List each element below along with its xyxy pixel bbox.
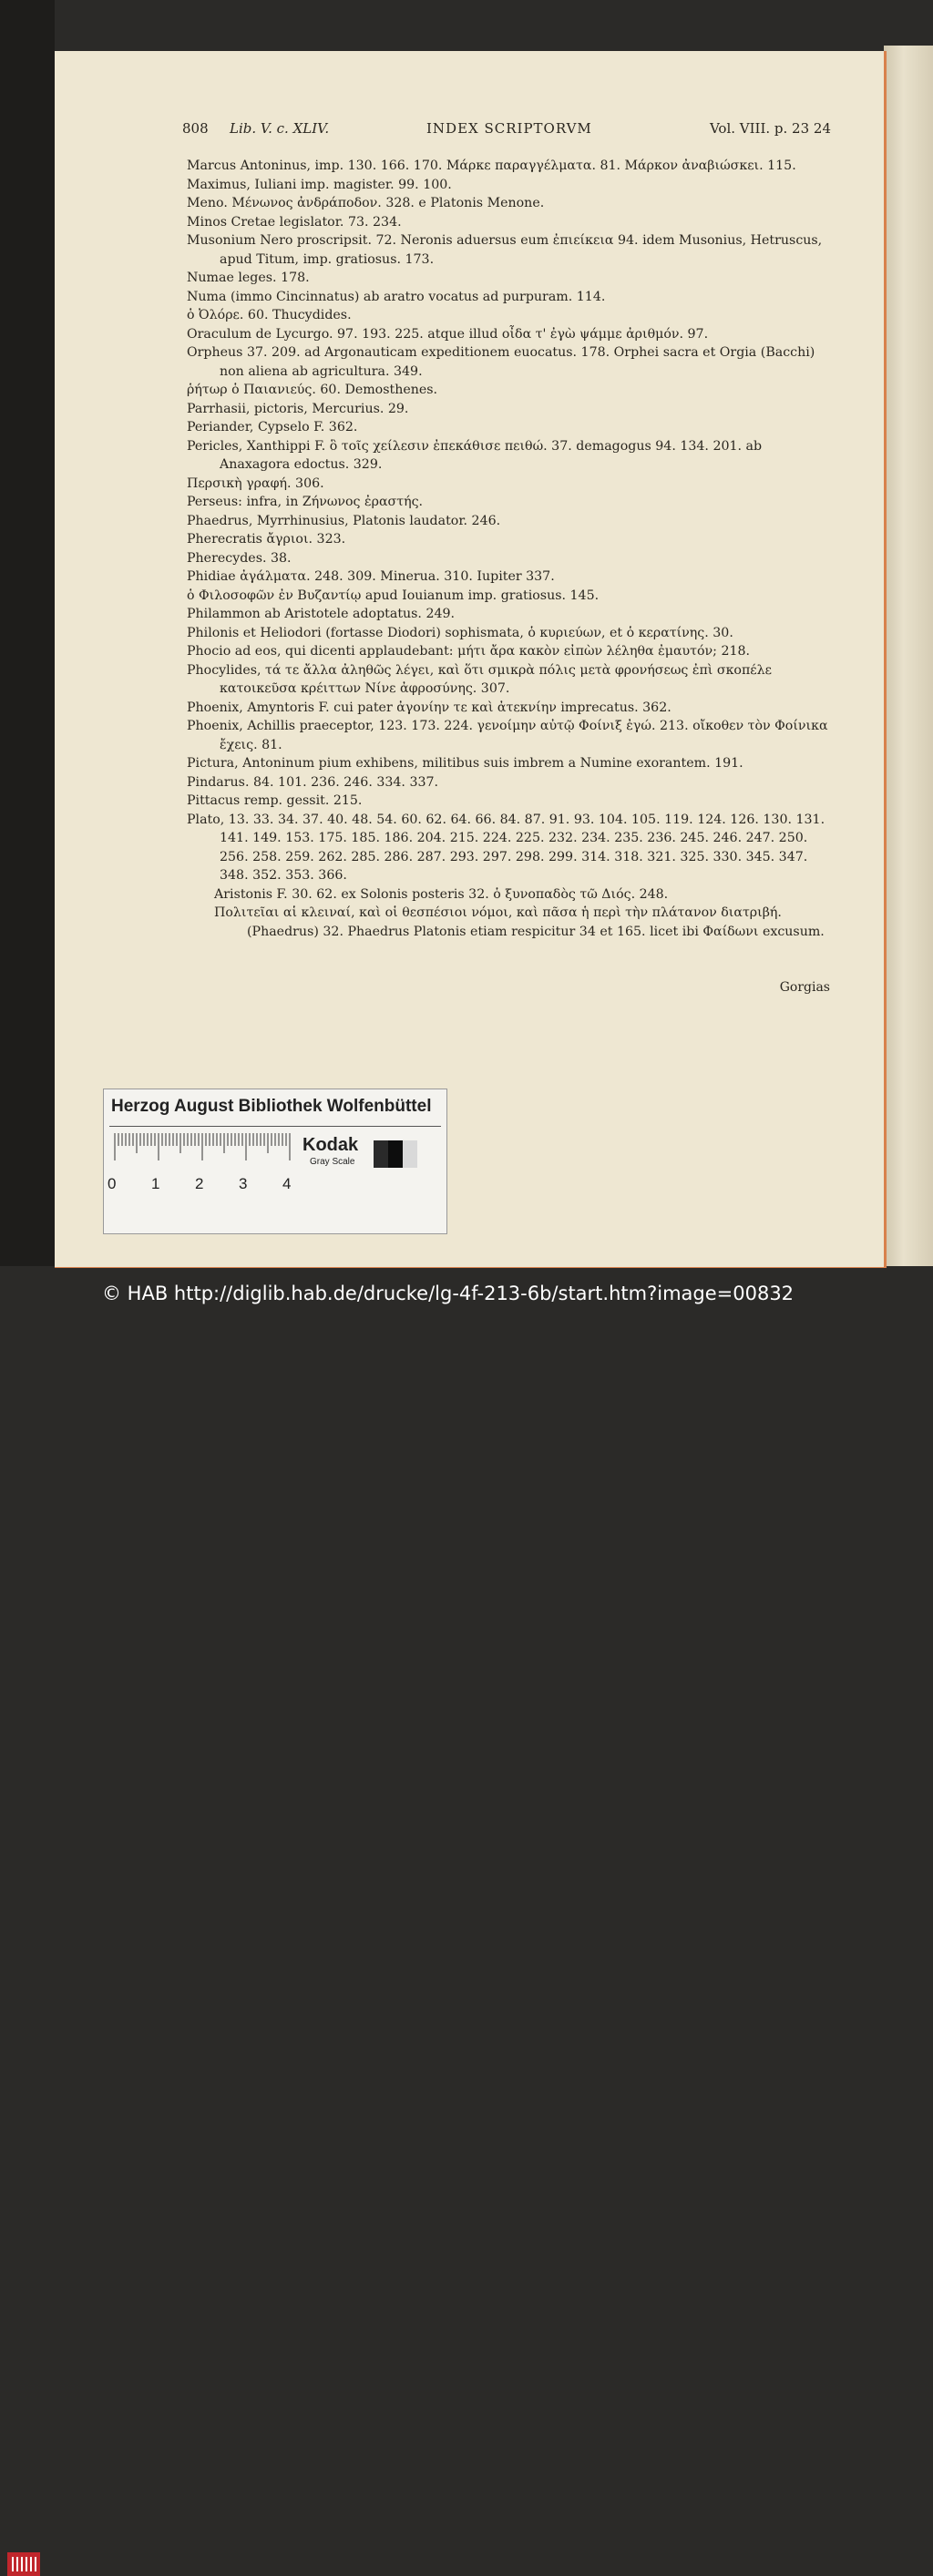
index-entry: Minos Cretae legislator. 73. 234.: [187, 214, 402, 230]
index-entry: Pictura, Antoninum pium exhibens, militibus suis imbrem a Numine exorantem. 191.: [187, 756, 743, 771]
index-entry: Orpheus 37. 209. ad Argonauticam expeditionem euocatus. 178. Orphei sacra et Orgia (Bacchi) non aliena ab agricultura. 349.: [187, 345, 815, 379]
ruler-number: 3: [239, 1175, 248, 1192]
index-entry: Numae leges. 178.: [187, 271, 310, 285]
index-entry: Maximus, Iuliani imp. magister. 99. 100.: [187, 177, 452, 192]
index-entry: Pherecratis ἄγριοι. 323.: [187, 532, 346, 547]
index-entry: Πολιτεῖαι αἱ κλειναί, καὶ οἱ θεσπέσιοι νόμοι, καὶ πᾶσα ἡ περὶ τὴν πλάτανον διατριβή. (Phaedrus) 32. Phaedrus Platonis etiam respicitur 34 et 165. licet ibi Φαίδωνι excusum.: [214, 905, 825, 939]
index-entry: ὁ Ὀλόρε. 60. Thucydides.: [187, 308, 352, 322]
index-entry: Phocio ad eos, qui dicenti applaudebant: μήτι ἄρα κακὸν εἰπὼν λέληθα ἐμαυτόν; 218.: [187, 644, 751, 659]
kodak-logo-text: Kodak: [302, 1135, 359, 1155]
index-entry: Meno. Μένωνος ἀνδράποδον. 328. e Platonis Menone.: [187, 196, 545, 210]
index-entry: Oraculum de Lycurgo. 97. 193. 225. atque illud οἶδα τ' ἐγὼ ψάμμε ἀριθμόν. 97.: [187, 326, 709, 342]
index-entry: Philonis et Heliodori (fortasse Diodori) sophismata, ὁ κυριεύων, et ὁ κερατίνης. 30.: [187, 625, 733, 640]
index-entry: Phidiae ἀγάλματα. 248. 309. Minerua. 310. Iupiter 337.: [187, 569, 555, 584]
gray-swatch-light: [403, 1140, 417, 1168]
color-scale-card: [103, 1089, 447, 1234]
index-entry: Plato, 13. 33. 34. 37. 40. 48. 54. 60. 62. 64. 66. 84. 87. 91. 93. 104. 105. 119. 124. 126. 130. 131. 141. 149. 153. 175. 185. 186. 204. 215. 224. 225. 232. 234. 235. 236. 245. 246. 247. 250. 256. 258. 259. 262. 285. 286. 287. 293. 297. 298. 299. 314. 318. 321. 325. 330. 345. 347. 348. 352. 353. 366.: [187, 812, 825, 883]
footer-copyright-link[interactable]: © HAB http://diglib.hab.de/drucke/lg-4f-213-6b/start.htm?image=00832: [102, 1283, 795, 1304]
index-entry: Numa (immo Cincinnatus) ab aratro vocatus ad purpuram. 114.: [187, 289, 606, 304]
index-entry: Pherecydes. 38.: [187, 550, 292, 566]
gray-swatch-black: [388, 1140, 403, 1168]
book-reference: Lib. V. c. XLIV.: [230, 120, 330, 137]
running-header: [182, 120, 831, 144]
index-entry: Pericles, Xanthippi F. ὃ τοῖς χείλεσιν ἐπεκάθισε πειθώ. 37. demagogus 94. 134. 201. ab Anaxagora edoctus. 329.: [187, 438, 763, 472]
index-entry: Περσικὴ γραφή. 306.: [187, 475, 324, 491]
facing-page-edge: [884, 46, 933, 1266]
index-entry: ῥήτωρ ὁ Παιανιεύς. 60. Demosthenes.: [187, 383, 438, 397]
ruler-number: 0: [108, 1175, 117, 1192]
index-entry: Aristonis F. 30. 62. ex Solonis posteris 32. ὁ ξυνοπαδὸς τῶ Διός. 248.: [214, 886, 669, 902]
index-entry: Phoenix, Achillis praeceptor, 123. 173. 224. γενοίμην αὐτῷ Φοίνιξ ἐγώ. 213. οἴκοθεν τὸν Φοίνικα ἔχεις. 81.: [187, 719, 828, 752]
ruler-number: 2: [195, 1175, 204, 1192]
card-divider: [109, 1126, 441, 1127]
volume-reference: Vol. VIII. p. 23 24: [709, 120, 831, 137]
index-entry: Pindarus. 84. 101. 236. 246. 334. 337.: [187, 774, 439, 790]
ruler-ticks: [113, 1133, 295, 1160]
ruler-number: 4: [282, 1175, 292, 1192]
index-entry: Pittacus remp. gessit. 215.: [187, 793, 363, 808]
ruler-number: 1: [151, 1175, 160, 1192]
kodak-subtitle: Gray Scale: [310, 1157, 355, 1167]
index-entry: Philammon ab Aristotele adoptatus. 249.: [187, 607, 456, 621]
gray-swatch-dark: [374, 1140, 388, 1168]
index-entry: Marcus Antoninus, imp. 130. 166. 170. Μάρκε παραγγέλματα. 81. Μάρκον ἀναβιώσκει. 115.: [187, 158, 796, 173]
index-entry: Phaedrus, Myrrhinusius, Platonis laudator. 246.: [187, 513, 501, 528]
hab-logo-icon: [7, 2552, 40, 2576]
index-entry: Periander, Cypselo F. 362.: [187, 420, 358, 434]
book-spine-shadow: [0, 0, 55, 1266]
index-entry: Perseus: infra, in Ζήνωνος ἐραστής.: [187, 495, 424, 509]
catchword: Gorgias: [779, 980, 830, 995]
index-entry: Parrhasii, pictoris, Mercurius. 29.: [187, 401, 409, 416]
index-entry: ὁ Φιλοσοφῶν ἐν Βυζαντίῳ apud Iouianum imp. gratiosus. 145.: [187, 588, 600, 603]
index-entry: Musonium Nero proscripsit. 72. Neronis aduersus eum ἐπιείκεια 94. idem Musonius, Hetruscus, apud Titum, imp. gratiosus. 173.: [187, 233, 823, 267]
page-title: INDEX SCRIPTORVM: [426, 120, 592, 137]
page-number: 808: [182, 120, 209, 137]
library-name: Herzog August Bibliothek Wolfenbüttel: [111, 1097, 432, 1116]
index-entries: [187, 157, 829, 941]
index-entry: Phoenix, Amyntoris F. cui pater ἀγονίην τε καὶ ἀτεκνίην imprecatus. 362.: [187, 700, 672, 715]
index-entry: Phocylides, τά τε ἄλλα ἀληθῶς λέγει, καὶ ὅτι σμικρὰ πόλις μετὰ φρονήσεως ἐπὶ σκοπέλε κατοικεῦσα κρέιττων Νίνε ἀφροσύνης. 307.: [187, 662, 772, 696]
